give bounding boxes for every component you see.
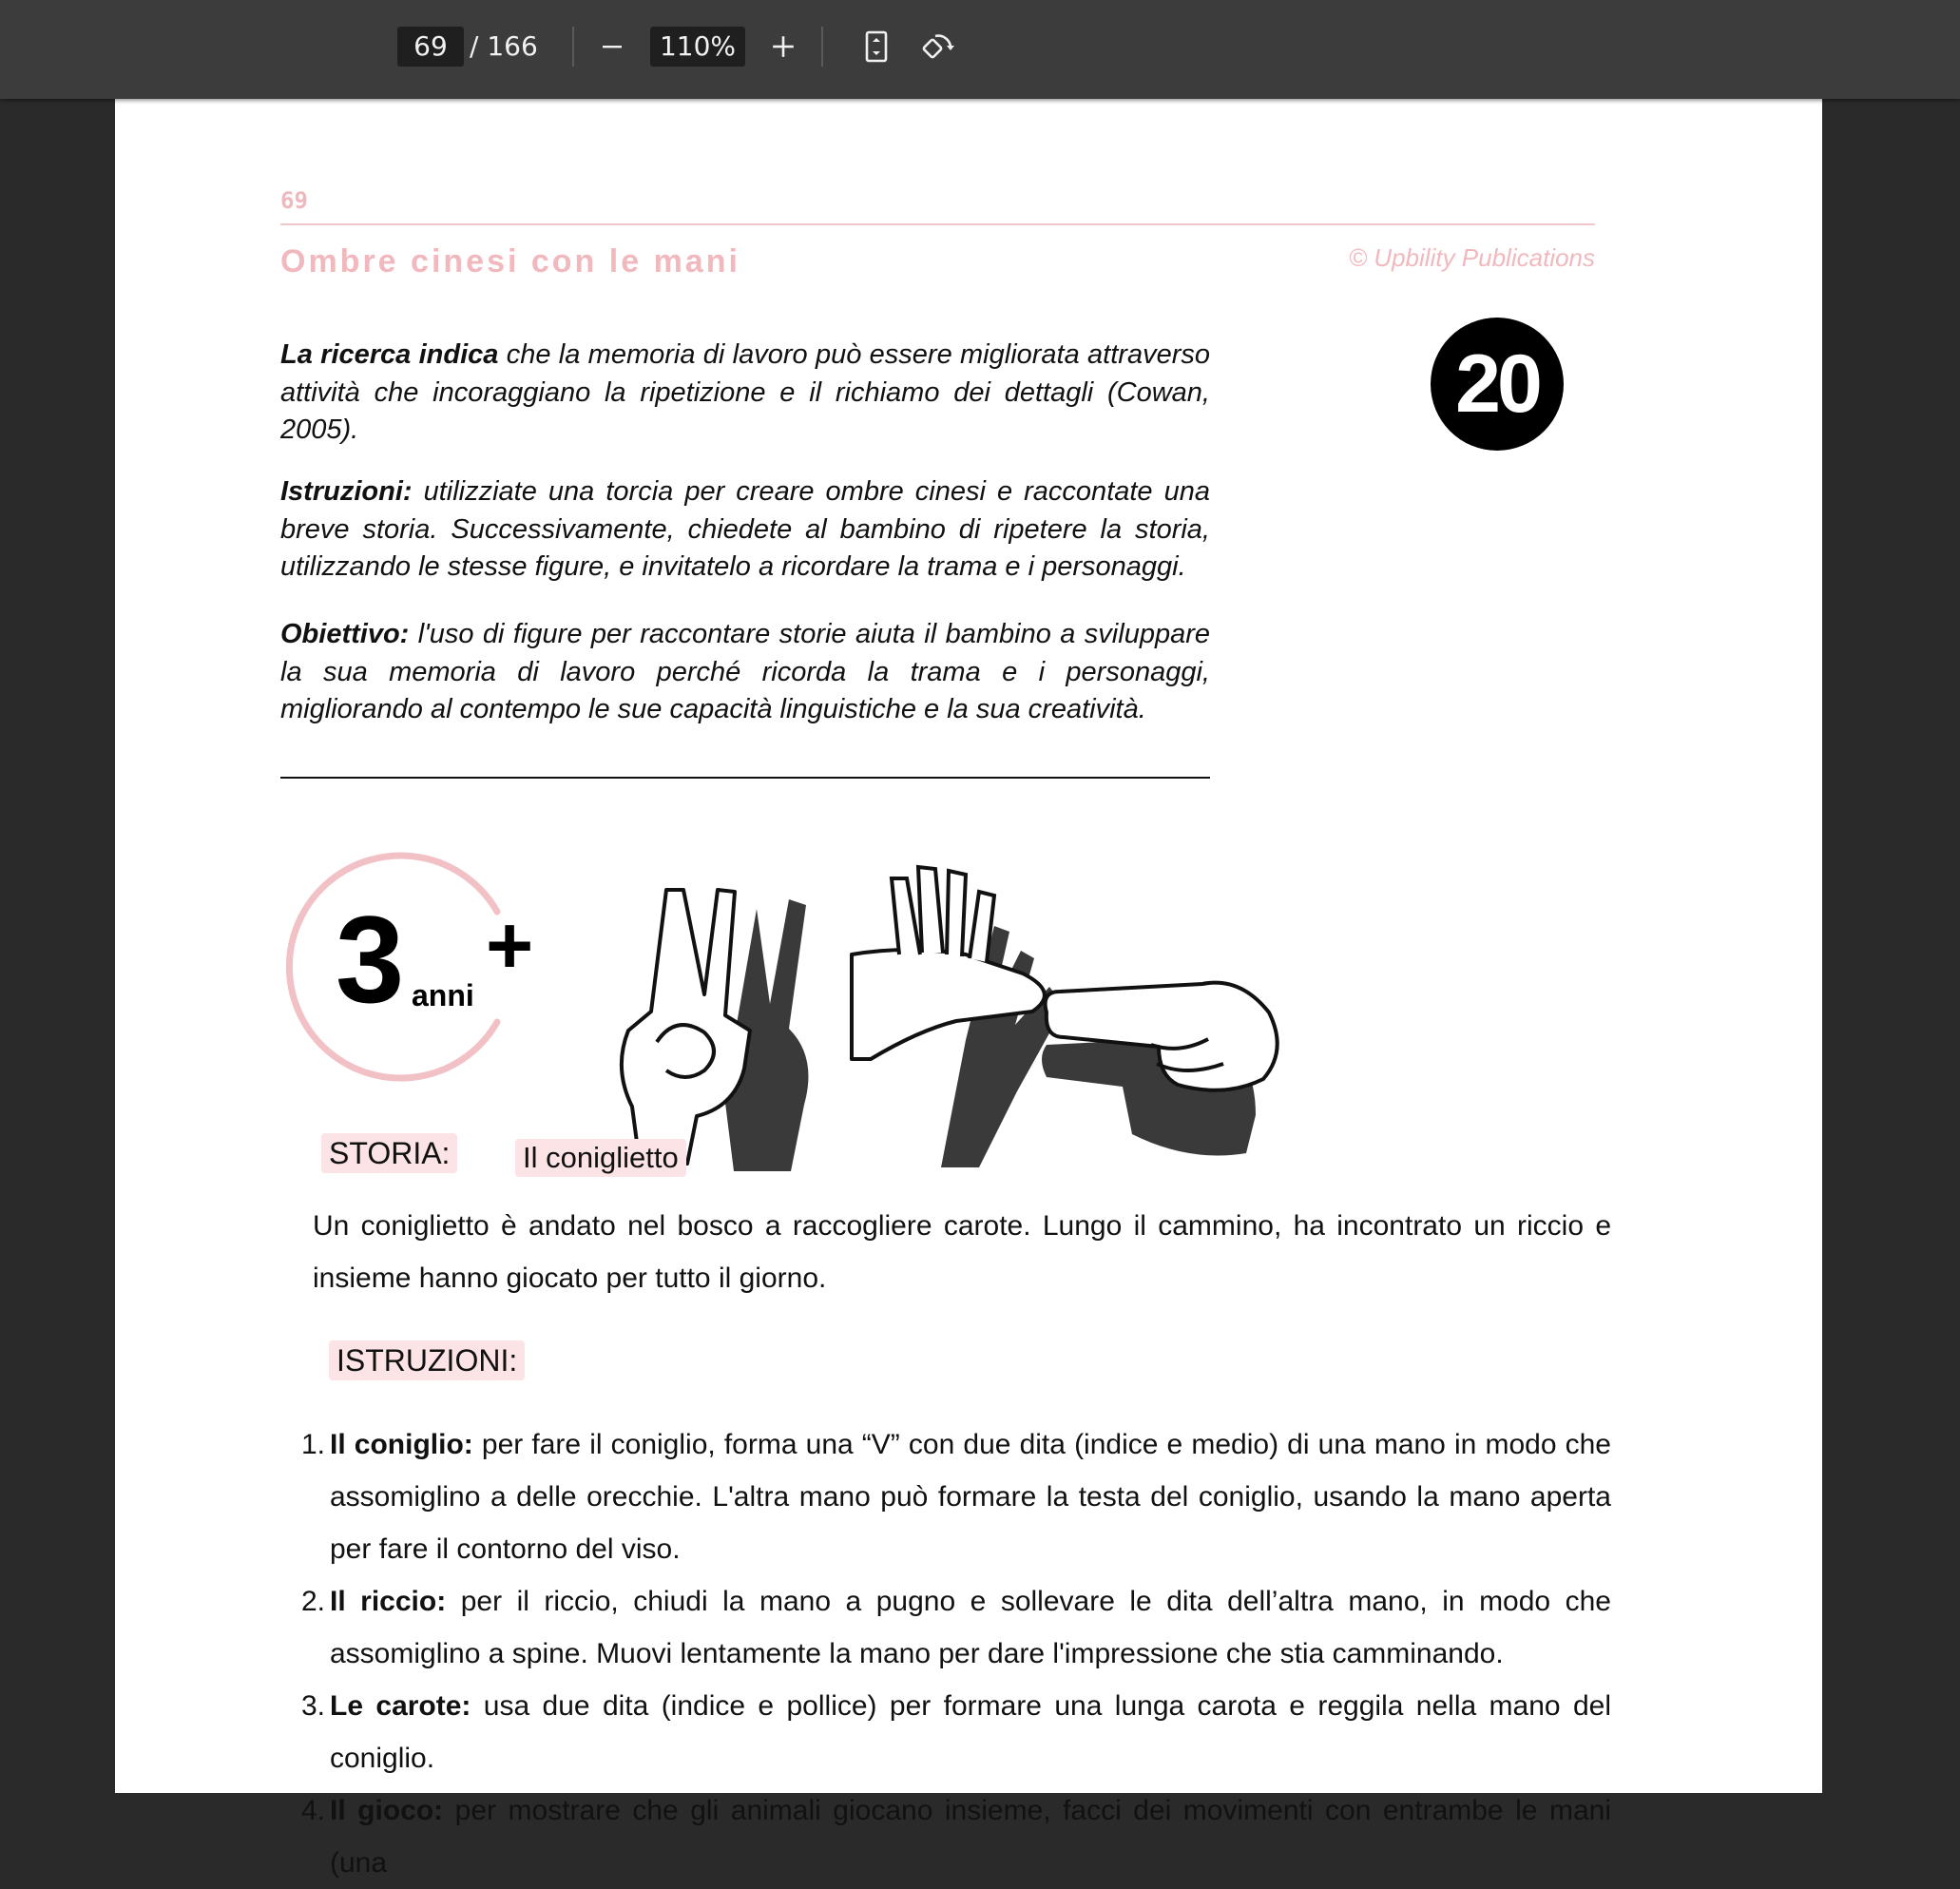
age-badge [296,853,543,1081]
age-number: 3 [336,890,405,1029]
rotate-button[interactable] [914,23,960,70]
page-number: 69 [280,187,308,214]
intro-instructions-text: utilizziate una torcia per creare ombre cinesi e raccontate una breve storia. Successivamente, chiedete al bambino di ripetere la storia, utilizzando le stesse figure, e invitatelo a ricordare la trama e i personaggi. [280,476,1210,582]
intro-objective [280,616,1210,729]
step-number: 3. [301,1690,326,1722]
zoom-out-button[interactable] [589,23,635,70]
list-item [301,1680,1611,1784]
age-plus: + [486,900,534,992]
intro-research [280,337,1210,450]
carrot-hand-shadow-icon [1037,902,1275,1168]
toolbar-divider [821,27,823,67]
step-number: 4. [301,1795,326,1826]
fit-page-button[interactable] [854,23,899,70]
step-number: 2. [301,1586,326,1617]
step-text: per fare il coniglio, forma una “V” con due dita (indice e medio) di una mano in modo che assomiglino a delle orecchie. L'altra mano può formare la testa del coniglio, usando la mano aperta per fare il contorno del viso. [330,1429,1611,1565]
page-total-label: / 166 [470,30,538,62]
minus-icon [601,35,624,58]
step-title: Il gioco: [330,1795,444,1826]
toolbar-divider [572,27,574,67]
intro-objective-label: Obiettivo: [280,619,410,649]
intro-instructions [280,473,1210,587]
zoom-in-button[interactable] [760,23,806,70]
section-divider [280,777,1210,779]
page-number-input[interactable]: 69 [397,27,464,67]
step-text: per il riccio, chiudi la mano a pugno e sollevare le dita dell’altra mano, in modo che assomiglino a spine. Muovi lentamente la mano per dare l'impressione che stia camminando. [330,1586,1611,1669]
list-item [301,1784,1611,1889]
intro-instructions-label: Istruzioni: [280,476,413,507]
header-rule [280,223,1595,225]
intro-research-text: che la memoria di lavoro può essere migliorata attraverso attività che incoraggiano la ripetizione e il richiamo dei dettagli (Cowan, 2005). [280,339,1210,445]
step-title: Le carote: [330,1690,471,1722]
intro-research-label: La ricerca indica [280,339,499,370]
pdf-toolbar [0,0,1960,99]
instructions-list [301,1418,1611,1889]
fit-page-icon [862,30,891,63]
age-unit: anni [412,978,474,1012]
step-text: usa due dita (indice e pollice) per formare una lunga carota e reggila nella mano del coniglio. [330,1690,1611,1774]
step-title: Il coniglio: [330,1429,473,1460]
story-text: Un coniglietto è andato nel bosco a raccogliere carote. Lungo il cammino, ha incontrato un riccio e insieme hanno giocato per tutto il giorno. [313,1210,1611,1294]
list-item [301,1575,1611,1680]
plus-icon [771,34,796,59]
zoom-level-input[interactable]: 110% [650,27,745,67]
step-title: Il riccio: [330,1586,447,1617]
intro-objective-text: l'uso di figure per raccontare storie aiuta il bambino a sviluppare la sua memoria di lavoro perché ricorda la trama e i personaggi, migliorando al contempo le sue capacità linguistiche e la sua creatività. [280,619,1210,724]
list-item [301,1418,1611,1575]
activity-number-badge: 20 [1431,318,1564,451]
rotate-icon [920,30,954,63]
story-title: Il coniglietto [515,1139,686,1177]
instructions-label: ISTRUZIONI: [329,1340,525,1380]
page-title: Ombre cinesi con le mani [280,243,740,279]
pdf-page [115,99,1822,1879]
step-number: 1. [301,1429,326,1460]
step-text: per mostrare che gli animali giocano insieme, facci dei movimenti con entrambe le mani (una [330,1795,1611,1879]
copyright-notice: © Upbility Publications [1348,243,1595,272]
story-label: STORIA: [321,1133,457,1173]
